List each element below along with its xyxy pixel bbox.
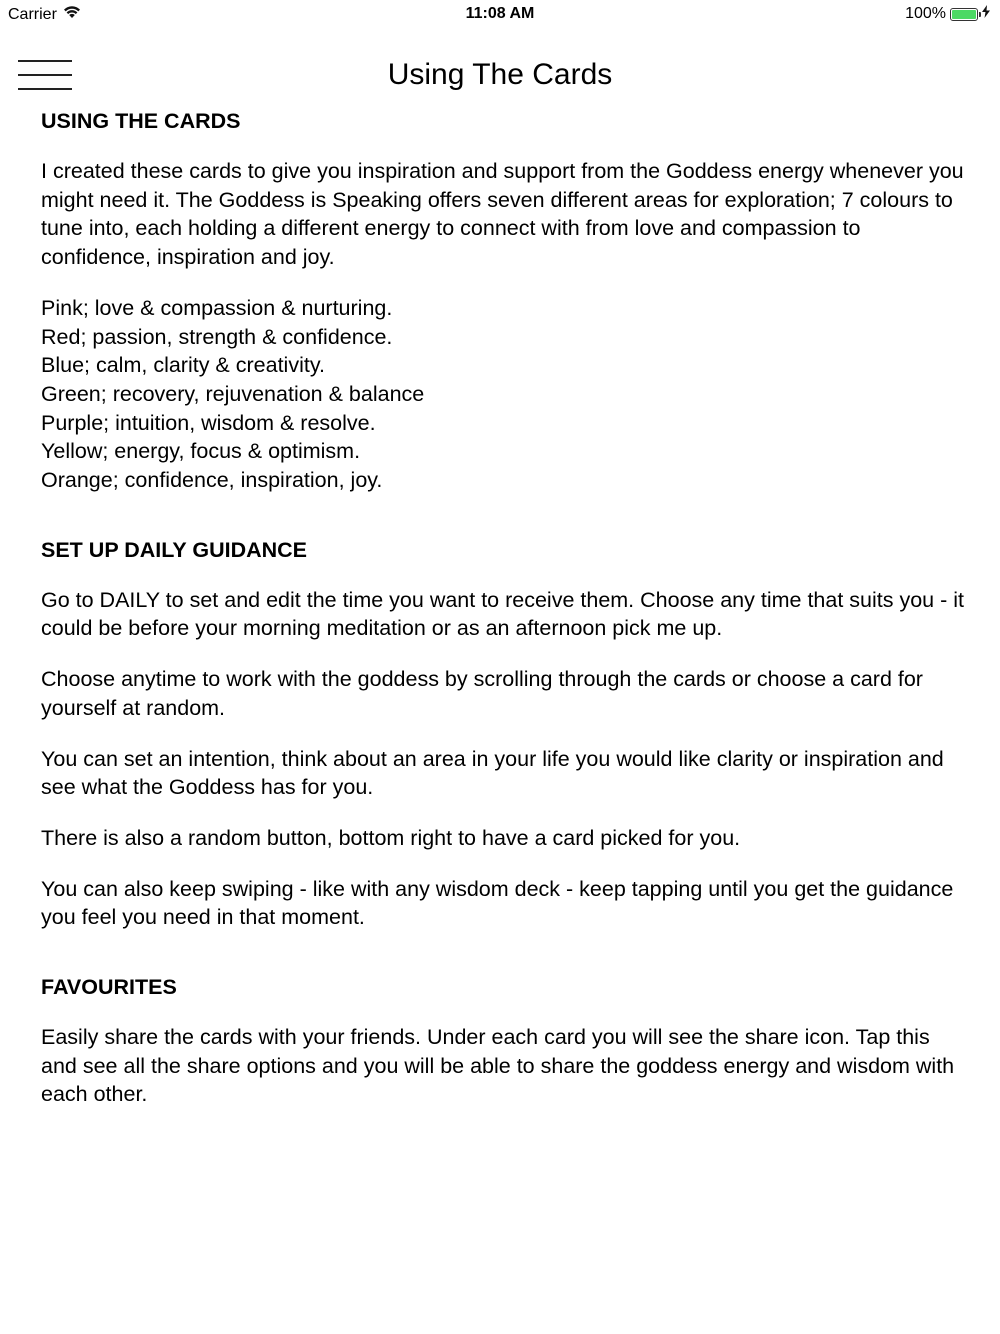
daily-paragraph: Go to DAILY to set and edit the time you want to receive them. Choose any time that suits you - it could be before your morning meditation or as an afternoon pick me up. (41, 587, 964, 641)
color-item-green: Green; recovery, rejuvenation & balance (41, 381, 425, 406)
color-list (41, 294, 966, 495)
daily-paragraph: Choose anytime to work with the goddess by scrolling through the cards or choose a card for yourself at random. (41, 667, 923, 720)
daily-paragraph: There is also a random button, bottom right to have a card picked for you. (41, 825, 741, 850)
page-title: Using The Cards (387, 58, 613, 91)
section-heading-using: USING THE CARDS (41, 109, 241, 133)
navigation-bar (0, 28, 1000, 108)
daily-paragraph: You can also keep swiping - like with any wisdom deck - keep tapping until you get the guidance you feel you need in that moment. (41, 876, 954, 930)
color-item-blue: Blue; calm, clarity & creativity. (41, 353, 325, 378)
content-body[interactable] (41, 106, 966, 1109)
section-heading-favourites: FAVOURITES (41, 975, 177, 1000)
carrier-label: Carrier (8, 5, 57, 23)
favourites-paragraph: Easily share the cards with your friends. Under each card you will see the share icon. Tap this and see all the share options and you will be able to share the goddess energy and wisdom with each other. (41, 1025, 955, 1107)
battery-icon (950, 8, 978, 21)
status-bar (0, 0, 1000, 28)
color-item-pink: Pink; love & compassion & nurturing. (41, 295, 393, 320)
section-heading-daily: SET UP DAILY GUIDANCE (41, 537, 308, 562)
color-item-red: Red; passion, strength & confidence. (41, 324, 393, 349)
intro-paragraph: I created these cards to give you inspiration and support from the Goddess energy whenever you might need it. The Goddess is Speaking offers seven different areas for exploration; 7 colours to tune into, each holding a different energy to connect with from love and compassion to confidence, inspiration and joy. (41, 159, 964, 270)
battery-percent: 100% (905, 5, 946, 22)
battery-fill (952, 10, 976, 19)
daily-paragraph: You can set an intention, think about an area in your life you would like clarity or inspiration and see what the Goddess has for you. (41, 746, 944, 800)
color-item-purple: Purple; intuition, wisdom & resolve. (41, 410, 376, 435)
status-time: 11:08 AM (465, 5, 535, 22)
charging-bolt-icon (982, 5, 990, 23)
status-right (905, 5, 990, 23)
color-item-yellow: Yellow; energy, focus & optimism. (41, 439, 361, 464)
color-item-orange: Orange; confidence, inspiration, joy. (41, 468, 383, 493)
battery-cap (979, 12, 981, 17)
